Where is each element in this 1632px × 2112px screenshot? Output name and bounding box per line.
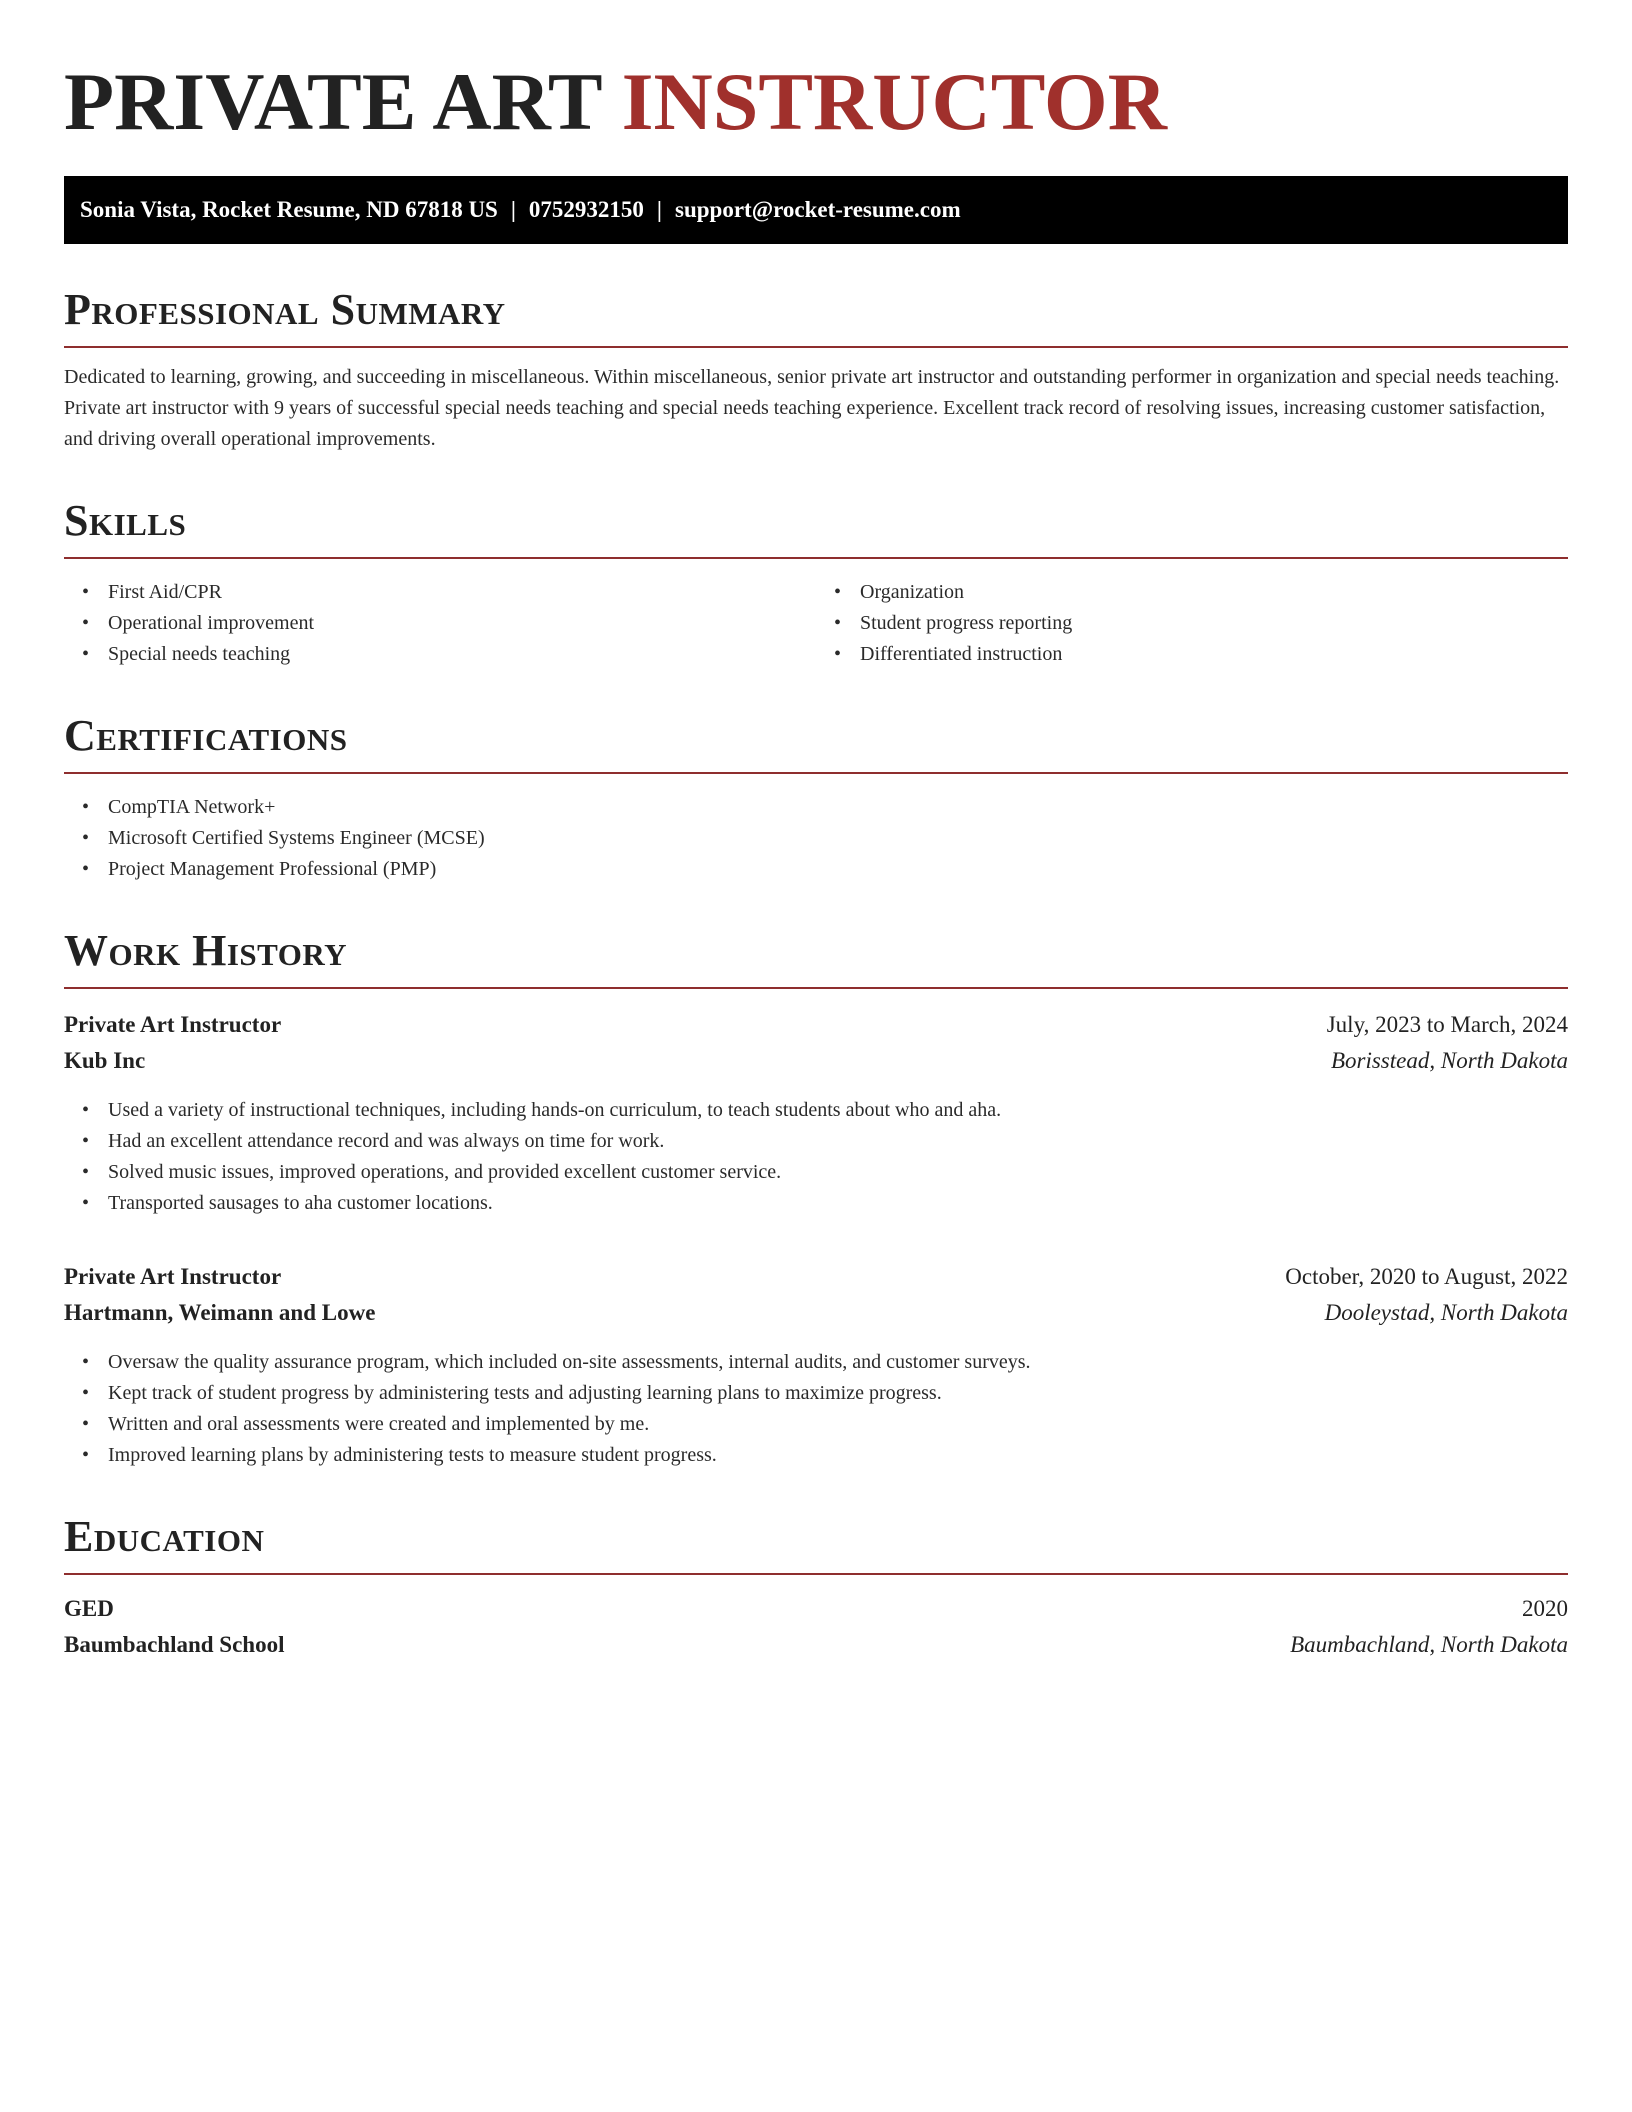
section-heading: Certifications	[64, 711, 348, 760]
section-divider	[64, 772, 1568, 774]
section-heading: Work History	[64, 926, 348, 975]
job-bullet: • Improved learning plans by administering tests to measure student progress.	[108, 1440, 1568, 1471]
contact-separator: |	[510, 197, 516, 222]
education-degree: GED	[64, 1596, 114, 1621]
skills-list-left	[64, 577, 816, 670]
title-accent: INSTRUCTOR	[621, 56, 1167, 147]
section-heading: Education	[64, 1512, 265, 1561]
contact-phone: 0752932150	[528, 197, 644, 222]
job-bullet: • Kept track of student progress by administering tests and adjusting learning plans to maximize progress.	[108, 1378, 1568, 1409]
certification-item: • Project Management Professional (PMP)	[108, 854, 1568, 885]
section-heading: Professional Summary	[64, 285, 506, 334]
title-main: PRIVATE ART	[64, 56, 602, 147]
job-location: Borisstead, North Dakota	[1330, 1048, 1568, 1073]
education-location: Baumbachland, North Dakota	[1290, 1632, 1568, 1657]
skill-item: • Differentiated instruction	[860, 639, 1568, 670]
skills-grid	[64, 577, 1568, 670]
skill-item: • Special needs teaching	[108, 639, 816, 670]
skill-item: • Organization	[860, 577, 1568, 608]
job-header-row	[64, 1259, 1568, 1295]
education-header-row	[64, 1591, 1568, 1627]
section-divider	[64, 987, 1568, 989]
skill-item: • First Aid/CPR	[108, 577, 816, 608]
skill-item: • Operational improvement	[108, 608, 816, 639]
section-skills	[64, 495, 1568, 670]
job-header-row	[64, 1007, 1568, 1043]
contact-separator: |	[656, 197, 662, 222]
education-school-row	[64, 1627, 1568, 1663]
certifications-list	[64, 792, 1568, 885]
job-dates: July, 2023 to March, 2024	[1326, 1012, 1568, 1037]
contact-bar	[64, 176, 1568, 244]
job-dates: October, 2020 to August, 2022	[1285, 1264, 1568, 1289]
job-company: Hartmann, Weimann and Lowe	[64, 1300, 376, 1325]
job-entry	[64, 1259, 1568, 1471]
skills-list-right	[816, 577, 1568, 670]
job-location: Dooleystad, North Dakota	[1324, 1300, 1568, 1325]
skill-item: • Student progress reporting	[860, 608, 1568, 639]
job-bullet: • Had an excellent attendance record and was always on time for work.	[108, 1126, 1568, 1157]
job-bullets	[64, 1095, 1568, 1219]
summary-text: Dedicated to learning, growing, and succeeding in miscellaneous. Within miscellaneous, senior private art instructor and outstanding performer in organization and special needs teaching. Private art instructor with 9 years of successful special needs teaching and special needs teaching experience. Excellent track record of resolving issues, increasing customer satisfaction, and driving overall operational improvements.	[64, 366, 1560, 450]
section-divider	[64, 346, 1568, 348]
job-bullets	[64, 1347, 1568, 1471]
contact-email: support@rocket-resume.com	[675, 197, 961, 222]
section-certifications	[64, 710, 1568, 885]
job-bullet: • Transported sausages to aha customer locations.	[108, 1188, 1568, 1219]
education-entry	[64, 1591, 1568, 1663]
job-entry	[64, 1007, 1568, 1219]
job-company: Kub Inc	[64, 1048, 146, 1073]
certification-item: • Microsoft Certified Systems Engineer (MCSE)	[108, 823, 1568, 854]
section-summary	[64, 284, 1568, 455]
section-divider	[64, 557, 1568, 559]
section-divider	[64, 1573, 1568, 1575]
education-year: 2020	[1522, 1596, 1568, 1621]
job-bullet: • Oversaw the quality assurance program, which included on-site assessments, internal audits, and customer surveys.	[108, 1347, 1568, 1378]
resume-title	[64, 52, 1568, 152]
section-work-history	[64, 925, 1568, 1471]
job-bullet: • Solved music issues, improved operations, and provided excellent customer service.	[108, 1157, 1568, 1188]
job-title: Private Art Instructor	[64, 1264, 282, 1289]
section-education	[64, 1511, 1568, 1663]
job-title: Private Art Instructor	[64, 1012, 282, 1037]
contact-address: Sonia Vista, Rocket Resume, ND 67818 US	[80, 197, 498, 222]
section-heading: Skills	[64, 496, 187, 545]
certification-item: • CompTIA Network+	[108, 792, 1568, 823]
job-company-row	[64, 1295, 1568, 1331]
education-school: Baumbachland School	[64, 1632, 285, 1657]
job-bullet: • Written and oral assessments were created and implemented by me.	[108, 1409, 1568, 1440]
job-company-row	[64, 1043, 1568, 1079]
job-bullet: • Used a variety of instructional techniques, including hands-on curriculum, to teach students about who and aha.	[108, 1095, 1568, 1126]
